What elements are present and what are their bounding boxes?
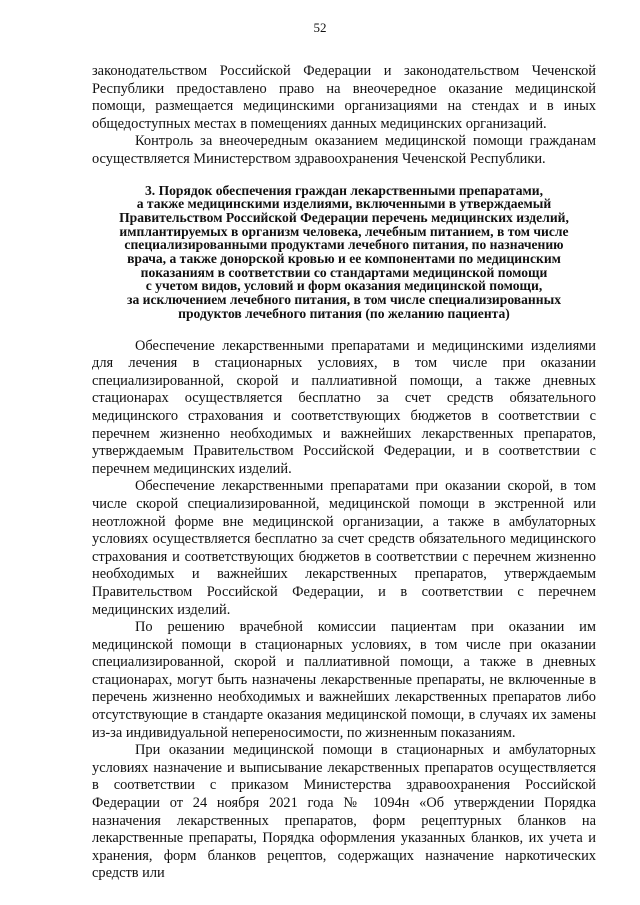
section-heading-line: Правительством Российской Федерации перечень медицинских изделий, <box>119 209 569 225</box>
paragraph-inpatient-supply: Обеспечение лекарственными препаратами и медицинскими изделиями для лечения в стационарных условиях, в том числе при оказании специализированной, скорой и паллиативной помощи, а также дневных стационарах осуществляется бесплатно за счет средств обязательного медицинского страхования и соответствующих бюджетов в соответствии с перечнем жизненно необходимых и важнейших лекарственных препаратов, утверждаемым Правительством Российской Федерации, и в соответствии с перечнем медицинских изделий. <box>92 337 596 477</box>
paragraph-continued: законодательством Российской Федерации и законодательством Чеченской Республики предоставлено право на внеочередное оказание медицинской помощи, размещается медицинскими организациями на стендах и в иных общедоступных местах в помещениях данных медицинских организаций. <box>92 63 596 132</box>
section-heading-line: врача, а также донорской кровью и ее компонентами по медицинским <box>127 251 561 267</box>
section-heading <box>92 184 596 321</box>
page-number: 52 <box>313 20 327 35</box>
paragraph-commission-decision: По решению врачебной комиссии пациентам при оказании им медицинской помощи в стационарных условиях, в том числе при оказании специализированной, скорой и паллиативной помощи, а также в дневных стационарах, могут быть назначены лекарственные препараты, не включенные в перечень жизненно необходимых и важнейших лекарственных препаратов либо отсутствующие в стандарте оказания медицинской помощи, в случаях их замены из-за индивидуальной непереносимости, по жизненным показаниям. <box>92 619 596 741</box>
section-heading-line: имплантируемых в организм человека, лечебным питанием, в том числе <box>119 223 569 239</box>
document-body <box>92 63 596 883</box>
section-heading-line: 3. Порядок обеспечения граждан лекарственными препаратами, <box>144 182 544 198</box>
section-heading-line: специализированными продуктами лечебного питания, по назначению <box>124 237 564 253</box>
paragraph-emergency-supply: Обеспечение лекарственными препаратами при оказании скорой, в том числе скорой специализированной, медицинской помощи в экстренной или неотложной форме вне медицинской организации, а также в амбулаторных условиях осуществляется бесплатно за счет средств обязательного медицинского страхования и соответствующих бюджетов в соответствии с перечнем жизненно необходимых и важнейших лекарственных препаратов, утверждаемым Правительством Российской Федерации, и в соответствии с перечнем медицинских изделий. <box>92 478 596 618</box>
section-heading-line: продуктов лечебного питания (по желанию пациента) <box>178 305 510 321</box>
paragraph-prescription-order: При оказании медицинской помощи в стационарных и амбулаторных условиях назначение и выписывание лекарственных препаратов осуществляется в соответствии с приказом Министерства здравоохранения Российской Федерации от 24 ноября 2021 года № 1094н «Об утверждении Порядка назначения лекарственных препаратов, форм рецептурных бланков на лекарственные препараты, Порядка оформления указанных бланков, их учета и хранения, форм бланков рецептов, содержащих назначение наркотических средств или <box>92 742 596 882</box>
section-heading-line: с учетом видов, условий и форм оказания медицинской помощи, <box>145 278 543 294</box>
section-heading-line: за исключением лечебного питания, в том числе специализированных <box>127 292 561 308</box>
section-heading-line: показаниям в соответствии со стандартами медицинской помощи <box>140 264 548 280</box>
section-heading-line: а также медицинскими изделиями, включенными в утверждаемый <box>136 196 552 212</box>
paragraph-control: Контроль за внеочередным оказанием медицинской помощи гражданам осуществляется Министерством здравоохранения Чеченской Республики. <box>92 133 596 167</box>
